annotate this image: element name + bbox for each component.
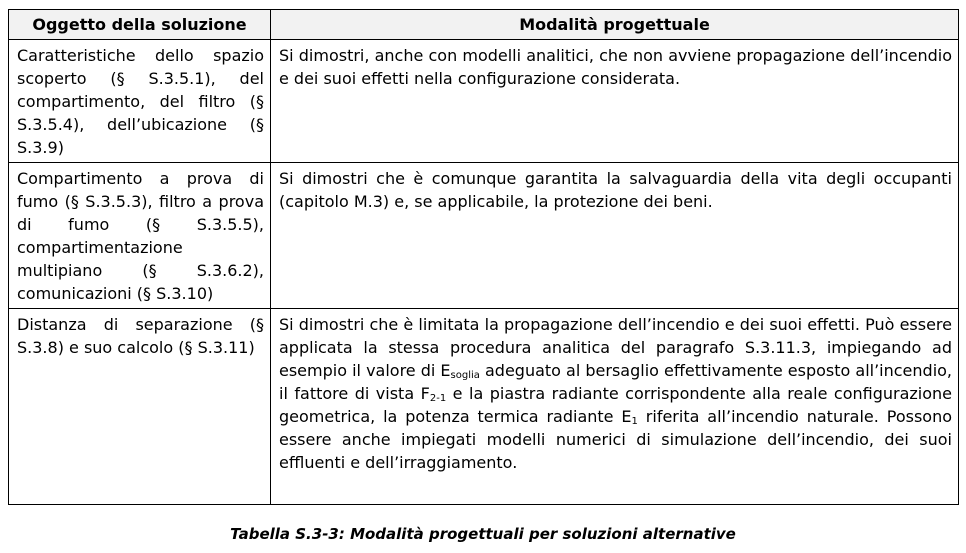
table-row [9,163,959,309]
row-method-cell: Si dimostri, anche con modelli analitici, che non avviene propagazione dell’incendio e dei suoi effetti nella configurazione considerata. [271,40,959,163]
table-row [9,309,959,505]
method-text-part: Si dimostri che è limitata la propagazione dell’incendio e dei suoi effetti. Può essere applicata la stessa procedura analitica del paragrafo S.3.11.3, impiegando ad esempio il valore di E [279,315,952,380]
row-subject-cell: Caratteristiche dello spazio scoperto (§ S.3.5.1), del compartimento, del filtro (§ S.3.5.4), dell’ubicazione (§ S.3.9) [9,40,271,163]
row-subject-cell: Distanza di separazione (§ S.3.8) e suo calcolo (§ S.3.11) [9,309,271,505]
method-text-part: riferita all’incendio naturale. Possono essere anche impiegati modelli numerici di simulazione dell’incendio, dei suoi effluenti e dell’irraggiamento. [279,407,952,472]
row-method-cell [271,309,959,505]
table-header-row [9,10,959,40]
method-text-part: adeguato al bersaglio effettivamente esposto all’incendio, il fattore di vista F [279,361,953,403]
subscript-view-factor: 2-1 [429,393,447,404]
header-solution-object: Oggetto della soluzione [9,10,271,40]
design-methods-table [8,9,959,505]
header-design-method: Modalità progettuale [271,10,959,40]
row-method-cell: Si dimostri che è comunque garantita la salvaguardia della vita degli occupanti (capitolo M.3) e, se applicabile, la protezione dei beni. [271,163,959,309]
subscript-radiant-power: 1 [631,416,638,427]
table-caption: Tabella S.3-3: Modalità progettuali per soluzioni alternative [230,525,736,543]
subscript-soglia: soglia [450,370,480,381]
row-subject-cell: Compartimento a prova di fumo (§ S.3.5.3), filtro a prova di fumo (§ S.3.5.5), compartimentazione multipiano (§ S.3.6.2), comunicazioni (§ S.3.10) [9,163,271,309]
table-row [9,40,959,163]
method-text-part: e la piastra radiante corrispondente alla reale configurazione geometrica, la potenza termica radiante E [279,384,953,426]
